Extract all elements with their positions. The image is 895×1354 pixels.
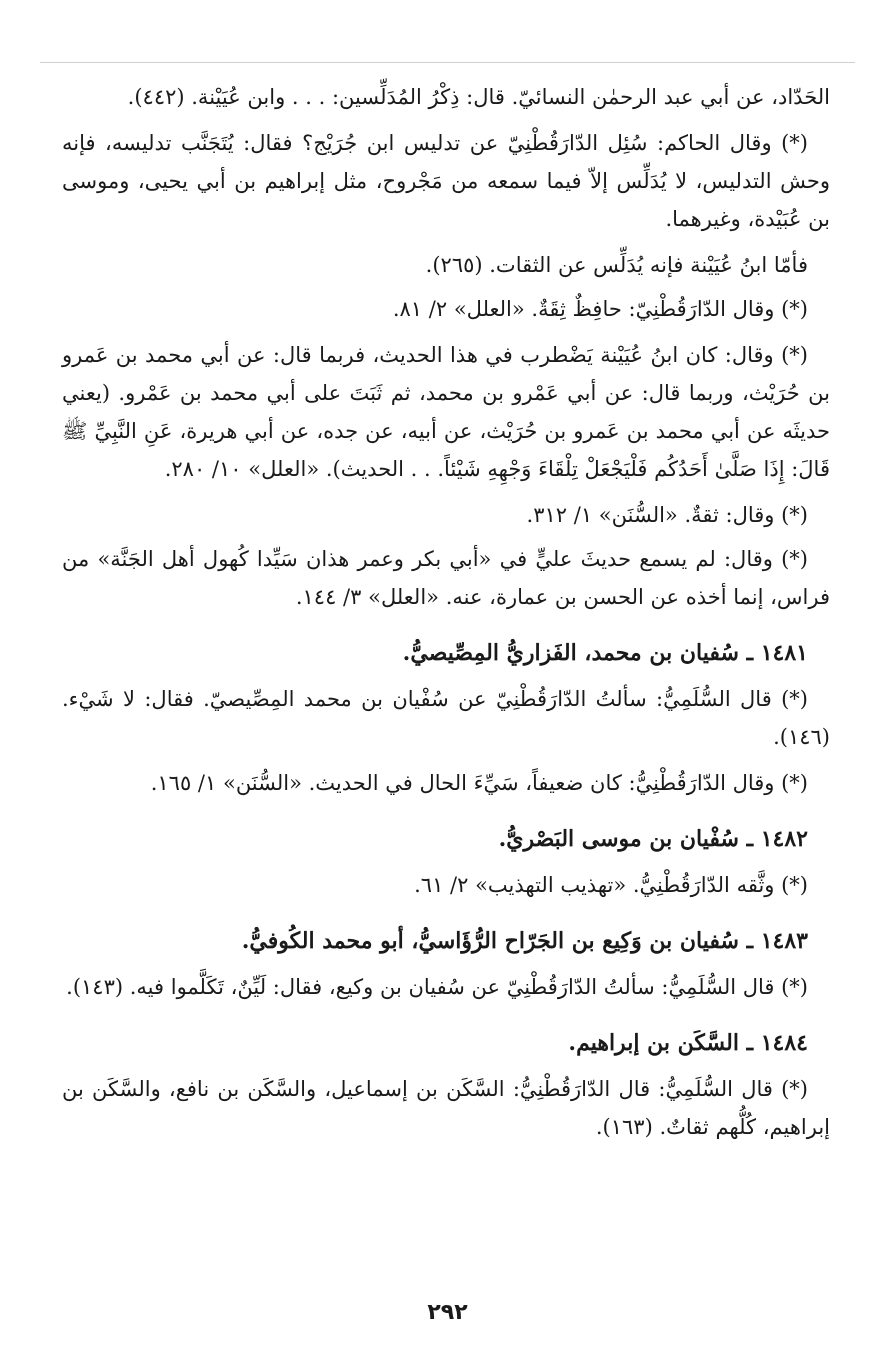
entry-text: (*) وقال الحاكم: سُئِل الدّارَقُطْنِيّ عن تدليس ابن جُرَيْج؟ فقال: يُتَجَنَّب تدليسه، فإنه وحش التدليس، لا يُدَلِّس إلاّ فيما سمعه من مَجْروح، مثل إبراهيم بن أبي يحيى، وموسى بن عُبَيْدة، وغيرهما.: [62, 131, 830, 231]
entry-text: (*) وقال: كان ابنُ عُيَيْنة يَضْطرب في هذا الحديث، فربما قال: عن أبي محمد بن عَمرو بن حُرَيْث، وربما قال: عن أبي عَمْرو بن محمد، ثم ثَبَتَ على أبي محمد بن عَمْرو. (يعني حديثَه عن أبي محمد بن عَمرو بن حُرَيْث، عن أبيه، عن جده، عن أبي هريرة، عَنِ النَّبِيِّ ﷺ قَالَ: إِذَا صَلَّىٰ أَحَدُكُم فَلْيَجْعَلْ تِلْقَاءَ وَجْهِهِ شَيْئاً. . . الحديث). «العلل» ١٠/ ٢٨٠.: [62, 343, 830, 481]
narrator-heading: ١٤٨٤ ـ السَّكَن بن إبراهيم.: [568, 1030, 808, 1056]
entry-text: (*) وقال: لم يسمع حديثَ عليٍّ في «أبي بكر وعمر هذان سَيِّدا كُهول أهل الجَنَّة» من فراس، إنما أخذه عن الحسن بن عمارة، عنه. «العلل» ٣/ ١٤٤.: [62, 547, 830, 609]
narrator-heading: ١٤٨٣ ـ سُفيان بن وَكِيع بن الجَرّاح الرُّؤَاسيُّ، أبو محمد الكُوفيُّ.: [241, 928, 808, 954]
entry-text: الحَدّاد، عن أبي عبد الرحمٰن النسائيّ. قال: ذِكْرُ المُدَلِّسين: . . . وابن عُيَيْنة. (٤٤٢).: [127, 85, 830, 109]
entry-text: (*) وثَّقه الدّارَقُطْنِيُّ. «تهذيب التهذيب» ٢/ ٦١.: [414, 873, 808, 897]
entry-text: (*) قال السُّلَمِيُّ: سألتُ الدّارَقُطْنِيّ عن سُفْيان بن محمد المِصِّيصيّ. فقال: لا شَيْء. (١٤٦).: [62, 687, 830, 749]
entry-text: (*) وقال الدّارَقُطْنِيّ: حافِظٌ ثِقَةٌ. «العلل» ٢/ ٨١.: [392, 297, 808, 321]
entry-text: (*) وقال الدّارَقُطْنِيُّ: كان ضعيفاً، سَيِّءَ الحال في الحديث. «السُّنَن» ١/ ١٦٥.: [150, 771, 808, 795]
page-number: ٢٩٢: [427, 1300, 468, 1325]
entry-text: فأمّا ابنُ عُيَيْنة فإنه يُدَلِّس عن الثقات. (٢٦٥).: [425, 253, 808, 277]
top-rule: [40, 62, 855, 63]
narrator-heading: ١٤٨٢ ـ سُفْيان بن موسى البَصْريُّ.: [498, 826, 808, 852]
entry-text: (*) قال السُّلَمِيُّ: قال الدّارَقُطْنِيُّ: السَّكَن بن إسماعيل، والسَّكَن بن نافع، والسَّكَن بن إبراهيم، كُلُّهم ثقاتٌ. (١٦٣).: [62, 1077, 830, 1139]
page-body: [62, 78, 830, 1154]
narrator-heading: ١٤٨١ ـ سُفيان بن محمد، الفَزاريُّ المِصِّيصيُّ.: [402, 640, 808, 666]
entry-text: (*) قال السُّلَمِيُّ: سألتُ الدّارَقُطْنِيّ عن سُفيان بن وكيع، فقال: لَيِّنٌ، تَكَلَّموا فيه. (١٤٣).: [66, 975, 808, 999]
entry-text: (*) وقال: ثقةٌ. «السُّنَن» ١/ ٣١٢.: [526, 503, 808, 527]
